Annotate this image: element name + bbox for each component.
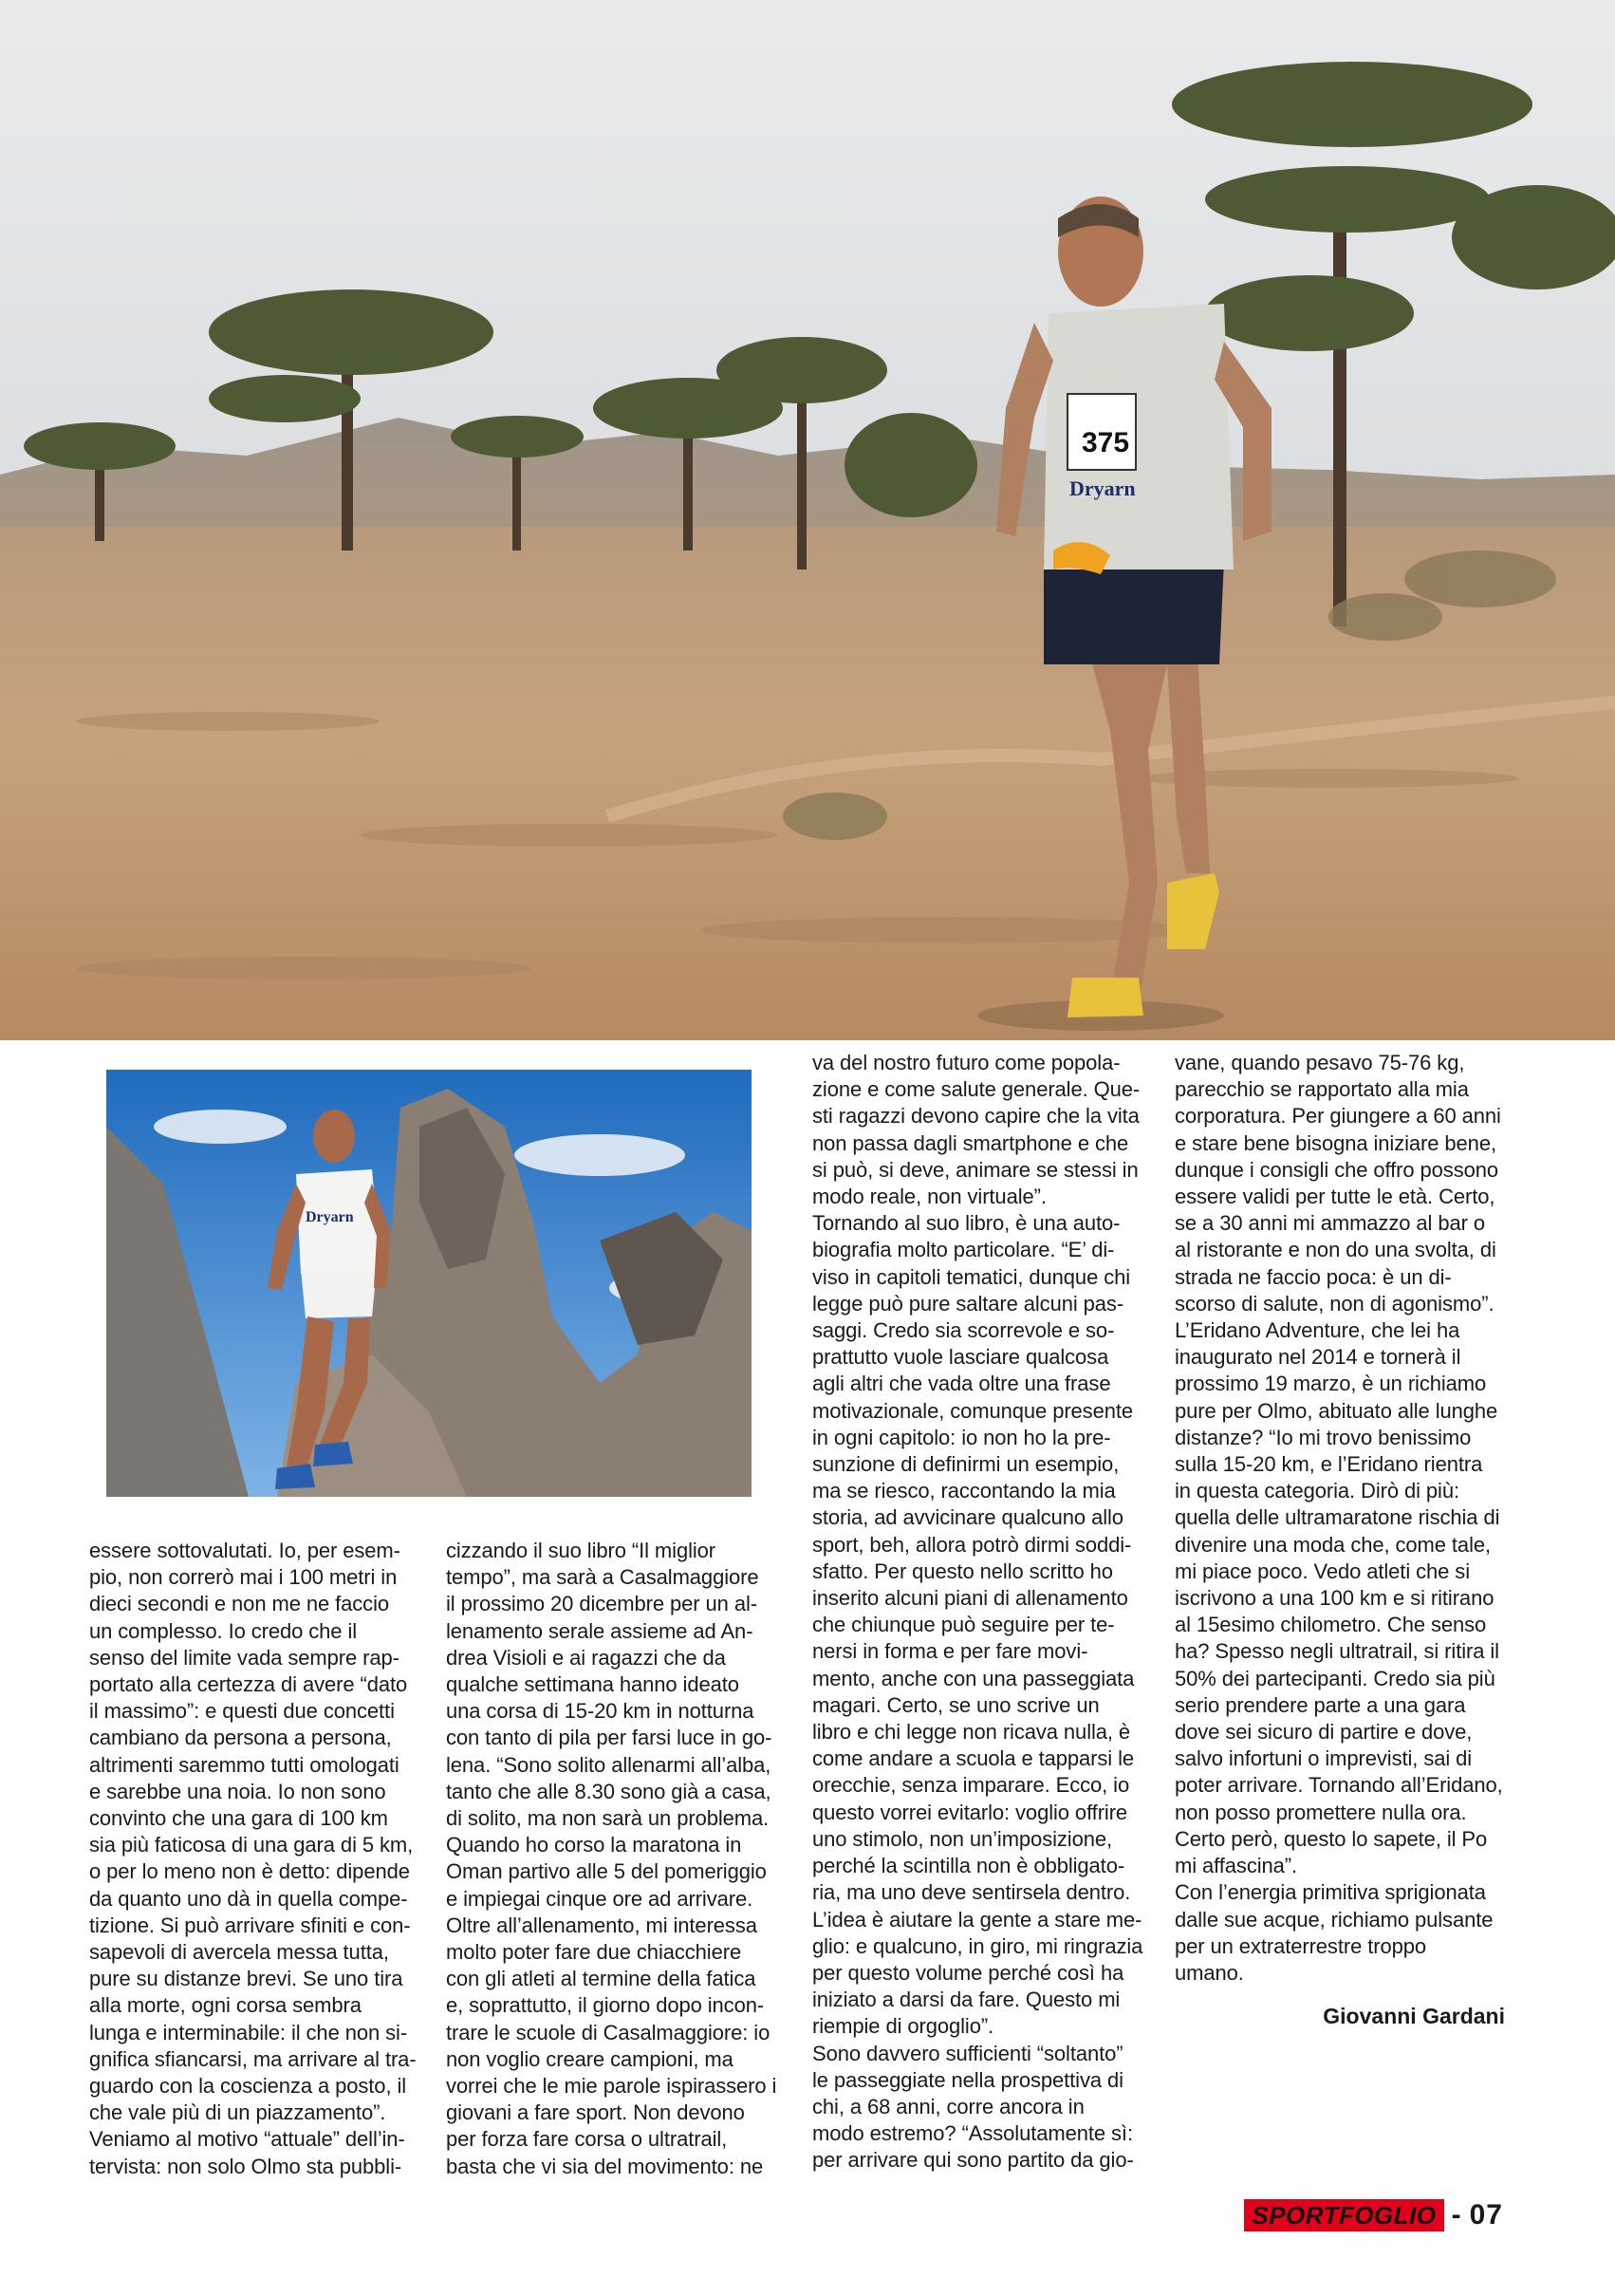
article-column-2 [446,1538,784,2180]
inset-photo [106,1070,752,1497]
shirt-brand-main: Dryarn [1069,476,1136,500]
hero-photo [0,0,1615,1040]
bib-number: 375 [1082,427,1130,458]
magazine-brand: SPORTFOGLIO [1244,2199,1443,2231]
article-column-1 [89,1538,417,2180]
page-number: 07 [1469,2199,1503,2231]
article-column-3 [812,1050,1154,2175]
article-column-4 [1175,1050,1521,1987]
article-author: Giovanni Gardani [1323,2004,1505,2028]
article-text-col3: va del nostro futuro come popola- zione e come salute generale. Que- sti ragazzi devono capire che la vita non passa dagli smartphone e che si può, si deve, animare se stessi in modo reale, non virtuale”. Tornando al suo libro, è una auto- biografia molto particolare. “E’ di- viso in capitoli tematici, dunque chi legge può pure saltare alcuni pas- saggi. Credo sia scorrevole e so- prattutto vuole lasciare qualcosa agli altri che vada oltre una frase motivazionale, comunque presente in ogni capitolo: io non ho la pre- sunzione di definirmi un esempio, ma se riesco, raccontando la mia storia, ad avvicinare qualcuno allo sport, beh, allora potrò dirmi soddi- sfatto. Per questo nello scritto ho inserito alcuni piani di allenamento che chiunque può seguire per te- nersi in forma e per fare movi- mento, anche con una passeggiata magari. Certo, se uno scrive un libro e chi legge non ricava nulla, è come andare a scuola e tapparsi le orecchie, senza imparare. Ecco, io questo vorrei evitarlo: voglio offrire uno stimolo, non un’imposizione, perché la scintilla non è obbligato- ria, ma uno deve sentirsela dentro. L’idea è aiutare la gente a stare me- glio: e qualcuno, in giro, mi ringrazia per questo volume perché così ha iniziato a darsi da fare. Questo mi riempie di orgoglio”. Sono davvero sufficienti “soltanto” le passeggiate nella prospettiva di chi, a 68 anni, corre ancora in modo estremo? “Assolutamente sì: per arrivare qui sono partito da gio- [812,1051,1143,2173]
shirt-brand-inset: Dryarn [306,1209,354,1225]
article-text-col4: vane, quando pesavo 75-76 kg, parecchio se rapportato alla mia corporatura. Per giungere a 60 anni e stare bene bisogna iniziare bene, dunque i consigli che offro possono essere validi per tutte le età. Certo, se a 30 anni mi ammazzo al bar o al ristorante e non do una svolta, di strada ne faccio poca: è un di- scorso di salute, non di agonismo”. L’Eridano Adventure, che lei ha inaugurato nel 2014 e tornerà il prossimo 19 marzo, è un richiamo pure per Olmo, abituato alle lunghe distanze? “Io mi trovo benissimo sulla 15-20 km, e l’Eridano rientra in questa categoria. Dirò di più: quella delle ultramaratone rischia di divenire una moda che, come tale, mi piace poco. Vedo atleti che si iscrivono a una 100 km e si ritirano al 15esimo chilometro. Che senso ha? Spesso negli ultratrail, si ritira il 50% dei partecipanti. Credo sia più serio prendere parte a una gara dove sei sicuro di partire e dove, salvo infortuni o imprevisti, sai di poter arrivare. Tornando all’Eridano, non posso promettere nulla ora. Certo però, questo lo sapete, il Po mi affascina”. Con l’energia primitiva sprigionata dalle sue acque, richiamo pulsante per un extraterrestre troppo umano. [1175,1051,1503,1985]
page-footer [1244,2198,1503,2232]
article-text-col2: cizzando il suo libro “Il miglior tempo”, ma sarà a Casalmaggiore il prossimo 20 dicembre per un al- lenamento serale assieme ad An- drea Visioli e ai ragazzi che da qualche settimana hanno ideato una corsa di 15-20 km in notturna con tanto di pila per farsi luce in go- lena. “Sono solito allenarmi all’alba, tanto che alle 8.30 sono già a casa, di solito, ma non sarà un problema. Quando ho corso la maratona in Oman partivo alle 5 del pomeriggio e impiegai cinque ore ad arrivare. Oltre all’allenamento, mi interessa molto poter fare due chiacchiere con gli atleti al termine della fatica e, soprattutto, il giorno dopo incon- trare le scuole di Casalmaggiore: io non voglio creare campioni, ma vorrei che le mie parole ispirassero i giovani a fare sport. Non devono per forza fare corsa o ultratrail, basta che vi sia del movimento: ne [446,1539,777,2178]
footer-separator: - [1451,2199,1462,2231]
article-text-col1: essere sottovalutati. Io, per esem- pio, non correrò mai i 100 metri in dieci secondi e non me ne faccio un complesso. Io credo che il senso del limite vada sempre rap- portato alla certezza di avere “dato il massimo”: e questi due concetti cambiano da persona a persona, altrimenti saremmo tutti omologati e sarebbe una noia. Io non sono convinto che una gara di 100 km sia più faticosa di una gara di 5 km, o per lo meno non è detto: dipende da quanto uno dà in quella compe- tizione. Si può arrivare sfiniti e con- sapevoli di avercela messa tutta, pure su distanze brevi. Se uno tira alla morte, ogni corsa sembra lunga e interminabile: il che non si- gnifica sfiancarsi, ma arrivare al tra- guardo con la coscienza a posto, il che vale più di un piazzamento”. Veniamo al motivo “attuale” dell’in- tervista: non solo Olmo sta pubbli- [89,1539,417,2178]
